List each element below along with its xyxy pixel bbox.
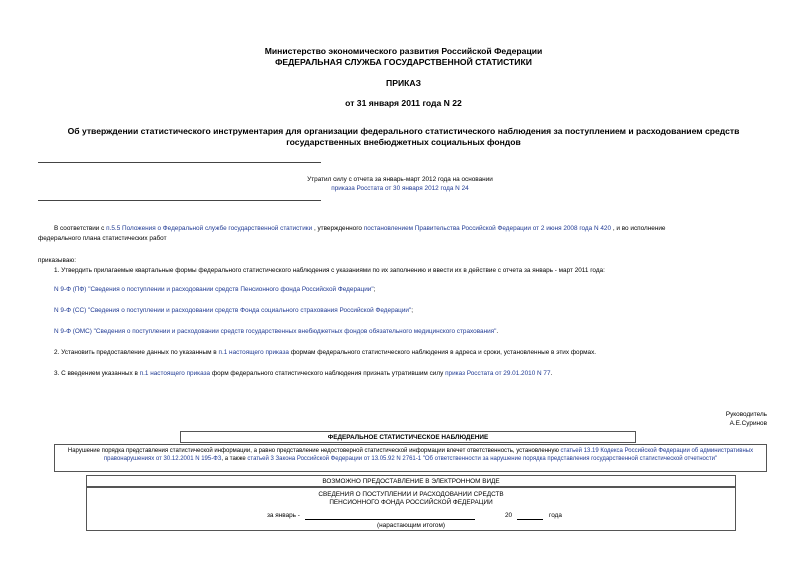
preamble-line2: федерального плана статистических работ: [38, 235, 167, 242]
fso-title: ФЕДЕРАЛЬНОЕ СТАТИСТИЧЕСКОЕ НАБЛЮДЕНИЕ: [327, 434, 489, 441]
item-2: 2. Установить предоставление данных по указанным в п.1 настоящего приказа формам федерального статистического наблюдения в адреса и сроки, установленные в этих формах.: [54, 349, 597, 356]
report-box: [86, 487, 736, 531]
signature-role: Руководитель: [725, 411, 767, 418]
electronic-text: ВОЗМОЖНО ПРЕДОСТАВЛЕНИЕ В ЭЛЕКТРОННОМ ВИДЕ: [322, 478, 500, 485]
form-pf: N 9-Ф (ПФ) "Сведения о поступлении и расходовании средств Пенсионного фонда Российской Федерации";: [54, 286, 376, 293]
divider-top: [38, 162, 321, 163]
service-name: ФЕДЕРАЛЬНАЯ СЛУЖБА ГОСУДАРСТВЕННОЙ СТАТИСТИКИ: [275, 57, 532, 67]
link-law[interactable]: статьей 3 Закона Российской Федерации от 13.05.92 N 2761-1 "Об ответственности за нарушение порядка представления государственной статистической отчетности": [247, 456, 718, 463]
form-ss: N 9-Ф (СС) "Сведения о поступлении и расходовании средств Фонда социального страхования Российской Федерации";: [54, 307, 414, 314]
status-link[interactable]: приказа Росстата от 30 января 2012 года N 24: [331, 185, 469, 192]
link-item3-order[interactable]: приказ Росстата от 29.01.2010 N 77: [445, 370, 551, 377]
preamble-line1: В соответствии с п.5.5 Положения о Федеральной службе государственной статистики , утвержденного постановлением Правительства Российской Федерации от 2 июня 2008 года N 420 , и во исполнение: [54, 225, 666, 232]
warning-text: Нарушение порядка представления статистической информации, а равно представление недостоверной статистической информации влечет ответственность, установленную статьей 13.19 Кодекса Российской Федерации об административных правонарушениях от 30.12.2001 N 195-ФЗ, а также статьей 3 Закона Российской Федерации от 13.05.92 N 2761-1 "Об ответственности за нарушение порядка представления государственной статистической отчетности": [67, 448, 754, 463]
divider-bottom: [38, 200, 321, 201]
period-field[interactable]: [305, 519, 475, 520]
form-oms: N 9-Ф (ОМС) "Сведения о поступлении и расходовании средств государственных внебюджетных фондов обязательного медицинского страхования".: [54, 328, 499, 335]
ministry-name: Министерство экономического развития Российской Федерации: [264, 46, 543, 56]
link-regulation[interactable]: п.5.5 Положения о Федеральной службе государственной статистики: [106, 225, 313, 232]
link-form-oms[interactable]: N 9-Ф (ОМС) "Сведения о поступлении и расходовании средств государственных внебюджетных фондов обязательного медицинского страхования": [54, 328, 497, 335]
electronic-box: [86, 475, 736, 487]
year-prefix: 20: [505, 512, 513, 519]
doc-date: от 31 января 2011 года N 22: [345, 98, 462, 108]
year-suffix: года: [549, 512, 562, 519]
doc-title-line1: Об утверждении статистического инструментария для организации федерального статистического наблюдения за поступлением и расходованием средств: [67, 126, 740, 136]
report-title1: СВЕДЕНИЯ О ПОСТУПЛЕНИИ И РАСХОДОВАНИИ СРЕДСТВ: [318, 491, 504, 498]
status-text: Утратил силу с отчета за январь-март 2012 года на основании: [307, 176, 493, 183]
link-item2[interactable]: п.1 настоящего приказа: [218, 349, 289, 356]
item-3: 3. С введением указанных в п.1 настоящего приказа форм федерального статистического наблюдения признать утратившим силу приказ Росстата от 29.01.2010 N 77.: [54, 370, 553, 377]
item-1: 1. Утвердить прилагаемые квартальные формы федерального статистического наблюдения с указаниями по их заполнению и ввести их в действие с отчета за январь - март 2011 года:: [54, 267, 605, 274]
link-form-pf[interactable]: N 9-Ф (ПФ) "Сведения о поступлении и расходовании средств Пенсионного фонда Российской Федерации": [54, 286, 374, 293]
link-item3[interactable]: п.1 настоящего приказа: [139, 370, 211, 377]
signature-name: А.Е.Суринов: [729, 420, 767, 427]
order-word: приказываю:: [38, 257, 76, 264]
link-koap[interactable]: статьей 13.19 Кодекса Российской Федерации об административных правонарушениях от 30.12.2001 N 195-ФЗ: [103, 448, 754, 463]
link-decree[interactable]: постановлением Правительства Российской Федерации от 2 июня 2008 года N 420: [363, 225, 612, 232]
report-title2: ПЕНСИОННОГО ФОНДА РОССИЙСКОЙ ФЕДЕРАЦИИ: [329, 499, 493, 506]
link-form-ss[interactable]: N 9-Ф (СС) "Сведения о поступлении и расходовании средств Фонда социального страхования Российской Федерации": [54, 307, 412, 314]
cumulative-note: (нарастающим итогом): [377, 522, 445, 529]
year-field[interactable]: [517, 519, 543, 520]
doc-title-line2: государственных внебюджетных социальных фондов: [286, 137, 521, 147]
fso-box: [180, 431, 636, 443]
period-label: за январь -: [267, 512, 300, 519]
warning-box: [54, 444, 767, 472]
doc-type: ПРИКАЗ: [386, 78, 421, 88]
